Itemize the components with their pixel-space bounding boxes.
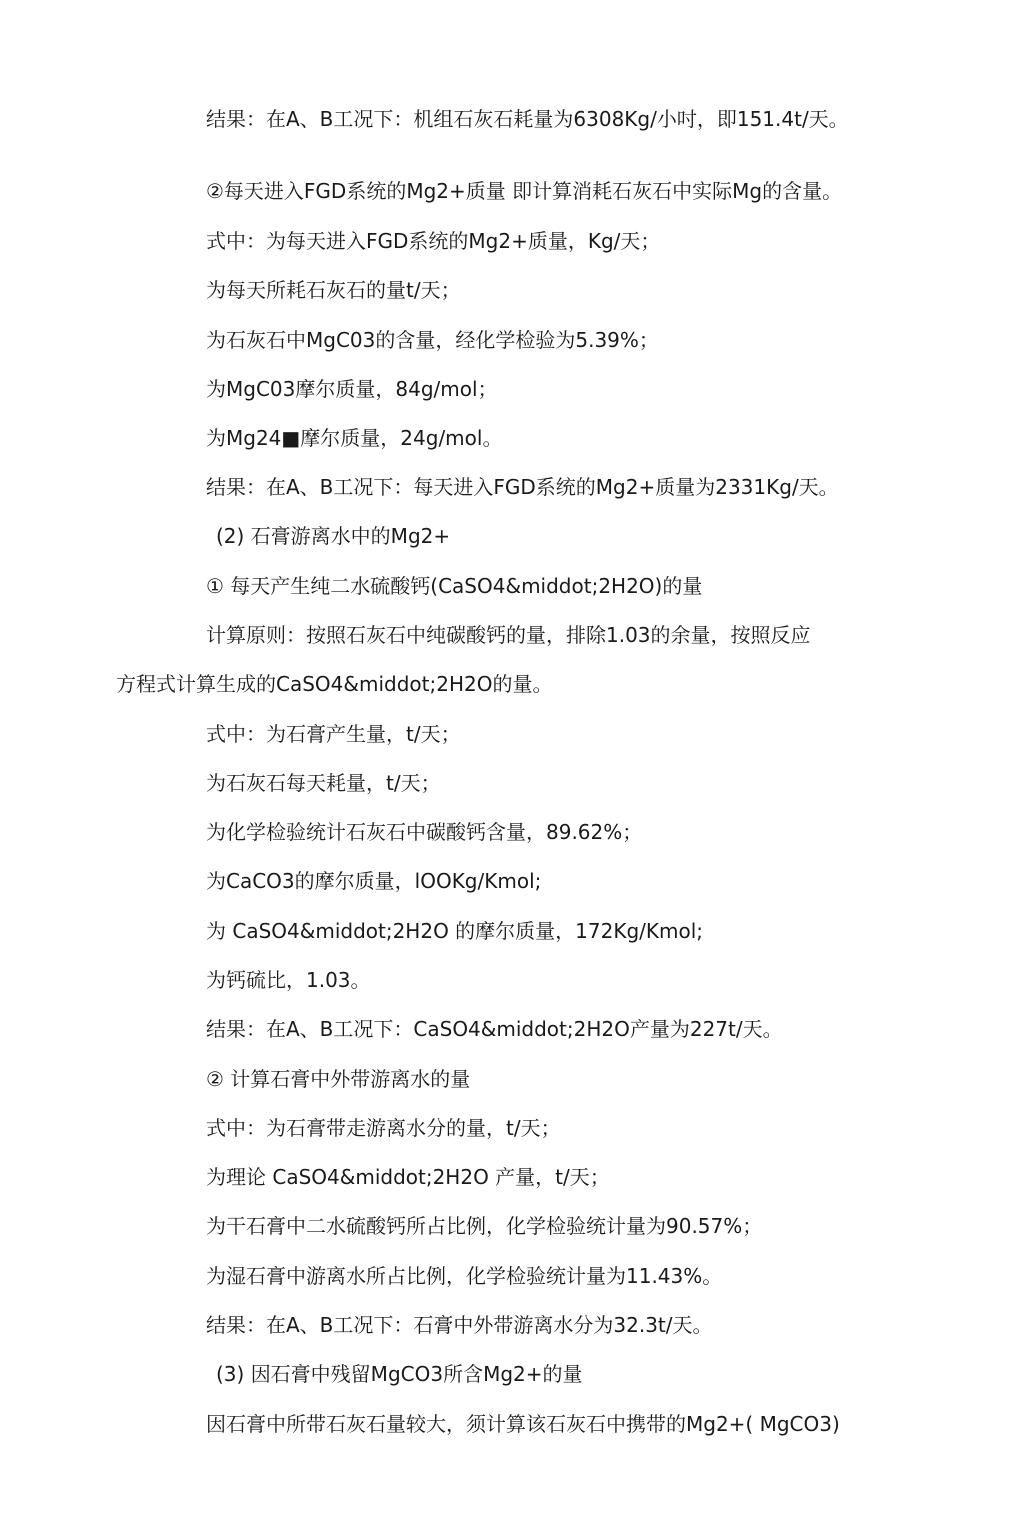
calculation-principle-continued: 方程式计算生成的CaSO4&middot;2H2O的量。 (116, 672, 553, 696)
formula-note-mg-mass: 式中：为每天进入FGD系统的Mg2+质量，Kg/天； (206, 229, 661, 253)
formula-note-gypsum-molar-mass: 为 CaSO4&middot;2H2O 的摩尔质量，172Kg/Kmol; (206, 919, 704, 943)
formula-note-mgco3-content: 为石灰石中MgC03的含量，经化学检验为5.39%； (206, 328, 659, 352)
formula-note-theoretical-gypsum: 为理论 CaSO4&middot;2H2O 产量，t/天； (206, 1165, 610, 1189)
result-limestone-consumption: 结果：在A、B工况下：机组石灰石耗量为6308Kg/小吋，即151.4t/天。 (206, 107, 849, 131)
section-mg-daily-intake: ②每天进入FGD系统的Mg2+质量 即计算消耗石灰石中实际Mg的含量。 (206, 179, 843, 203)
formula-note-gypsum-output: 式中：为石膏产生量，t/天； (206, 722, 461, 746)
result-mg-daily-intake: 结果：在A、B工况下：每天进入FGD系统的Mg2+质量为2331Kg/天。 (206, 475, 839, 499)
subsection-pure-gypsum-daily: ① 每天产生纯二水硫酸钙(CaSO4&middot;2H2O)的量 (206, 574, 703, 598)
formula-note-ca-s-ratio: 为钙硫比，1.03。 (206, 968, 371, 992)
formula-note-limestone-consumption: 为石灰石每天耗量，t/天； (206, 771, 441, 795)
section-gypsum-free-water-mg: (2) 石膏游离水中的Mg2+ (216, 524, 451, 548)
subsection-free-water-calc: ② 计算石膏中外带游离水的量 (206, 1067, 471, 1091)
formula-note-dry-gypsum-ratio: 为干石膏中二水硫酸钙所占比例，化学检验统计量为90.57%； (206, 1214, 763, 1238)
result-gypsum-output: 结果：在A、B工况下：CaSO4&middot;2H2O产量为227t/天。 (206, 1017, 783, 1041)
formula-note-wet-gypsum-water: 为湿石膏中游离水所占比例，化学检验统计量为11.43%。 (206, 1264, 723, 1288)
paragraph-residual-limestone: 因石膏中所带石灰石量较大，须计算该石灰石中携带的Mg2+( MgCO3) (206, 1412, 840, 1436)
formula-note-limestone-daily: 为每天所耗石灰石的量t/天； (206, 278, 461, 302)
formula-note-mgco3-molar-mass: 为MgC03摩尔质量，84g/mol； (206, 377, 498, 401)
section-residual-mgco3: (3) 因石膏中残留MgCO3所含Mg2+的量 (216, 1362, 583, 1386)
calculation-principle: 计算原则：按照石灰石中纯碳酸钙的量，排除1.03的余量，按照反应 (206, 623, 811, 647)
formula-note-mg-molar-mass: 为Mg24■摩尔质量，24g/mol。 (206, 426, 503, 450)
result-free-water: 结果：在A、B工况下：石膏中外带游离水分为32.3t/天。 (206, 1313, 713, 1337)
formula-note-caco3-molar-mass: 为CaCO3的摩尔质量，lOOKg/Kmol; (206, 869, 542, 893)
formula-note-caco3-content: 为化学检验统计石灰石中碳酸钙含量，89.62%； (206, 820, 643, 844)
formula-note-free-water: 式中：为石膏带走游离水分的量，t/天； (206, 1116, 561, 1140)
